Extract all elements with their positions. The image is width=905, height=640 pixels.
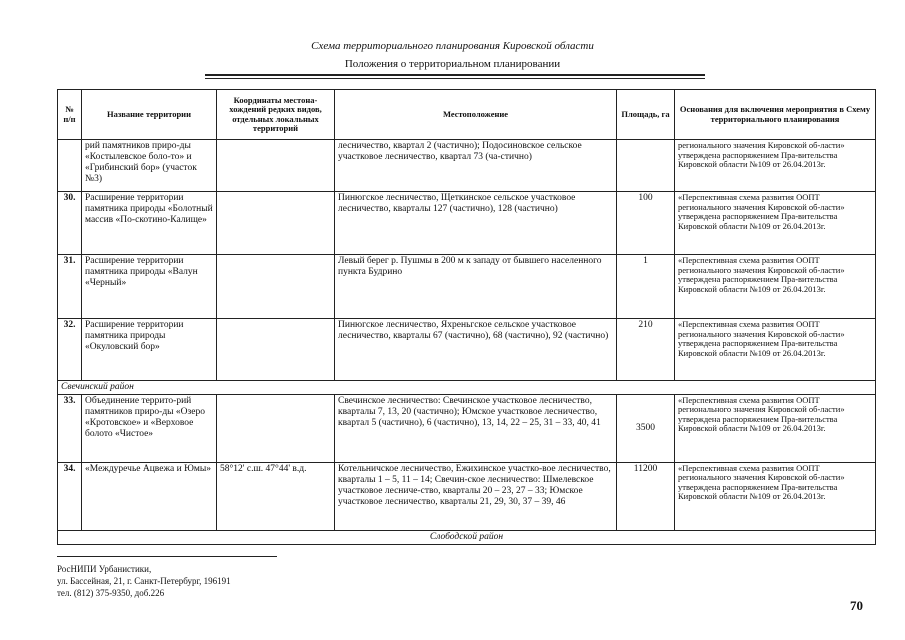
cell-coords: 58°12' с.ш. 47°44' в.д. xyxy=(217,462,335,530)
cell-location: Свечинское лесничество: Свечинское участковое лесничество, кварталы 7, 13, 20 (частично); Юмское участковое лесничество, квартал 5 (частично), 6 (частично), 13, 14, 22 – 25, 31 – 33, 40, 41 xyxy=(335,394,617,462)
footer-phone: тел. (812) 375-9350, доб.226 xyxy=(57,588,165,599)
cell-name: Расширение территории памятника природы «Окуловский бор» xyxy=(82,319,217,381)
cell-name: Объединение террито-рий памятников приро-ды «Озеро «Кротовское» и «Верховое болото «Чистое» xyxy=(82,394,217,462)
header-rule-thin xyxy=(205,78,705,79)
header-rule xyxy=(205,74,705,76)
cell-num: 33. xyxy=(58,394,82,462)
cell-num: 30. xyxy=(58,192,82,255)
district-row xyxy=(58,381,876,395)
cell-coords xyxy=(217,140,335,192)
cell-location: Левый берег р. Пушмы в 200 м к западу от бывшего населенного пункта Будрино xyxy=(335,255,617,319)
footer-address: ул. Бассейная, 21, г. Санкт-Петербург, 196191 xyxy=(57,576,231,587)
table-row xyxy=(58,319,876,381)
column-header: Название территории xyxy=(82,90,217,140)
cell-name: Расширение территории памятника природы «Болотный массив «По-скотино-Калище» xyxy=(82,192,217,255)
table-row xyxy=(58,192,876,255)
district-row xyxy=(58,530,876,544)
column-header: Местоположение xyxy=(335,90,617,140)
cell-basis: «Перспективная схема развития ООПТ регионального значения Кировской об-ласти» утверждена распоряжением Пра-вительства Кировской области №109 от 26.04.2013г. xyxy=(675,255,876,319)
cell-coords xyxy=(217,319,335,381)
territories-table xyxy=(57,89,876,545)
cell-area: 210 xyxy=(617,319,675,381)
table-row xyxy=(58,462,876,530)
footer-org: РосНИПИ Урбанистики, xyxy=(57,564,152,574)
page-number: 70 xyxy=(850,598,863,613)
document-subtitle: Положения о территориальном планировании xyxy=(344,58,561,70)
district-label: Слободской район xyxy=(58,530,876,544)
document-title: Схема территориального планирования Кировской области xyxy=(311,40,594,52)
cell-basis: регионального значения Кировской об-ласти» утверждена распоряжением Пра-вительства Кировской области №109 от 26.04.2013г. xyxy=(675,140,876,192)
cell-location: лесничество, квартал 2 (частично); Подосиновское сельское участковое лесничество, квартал 73 (ча-стично) xyxy=(335,140,617,192)
cell-coords xyxy=(217,192,335,255)
cell-name: Расширение территории памятника природы «Валун «Черный» xyxy=(82,255,217,319)
cell-name: рий памятников приро-ды «Костылевское боло-то» и «Грибинский бор» (участок №3) xyxy=(82,140,217,192)
cell-location: Пинюгское лесничество, Яхреньгское сельское участковое лесничество, кварталы 67 (частично), 68 (частично), 92 (частично) xyxy=(335,319,617,381)
column-header: Координаты местона-хождений редких видов, отдельных локальных территорий xyxy=(217,90,335,140)
cell-area xyxy=(617,140,675,192)
footer-rule xyxy=(57,556,277,557)
cell-num xyxy=(58,140,82,192)
cell-location: Котельничское лесничество, Ежихинское участко-вое лесничество, кварталы 1 – 5, 11 – 14; Свечин-ское лесничество: Шмелевское участковое лесниче-ство, кварталы 20 – 23, 27 – 33; Юмское участковое лесничество, кварталы 21, 29, 30, 37 – 39, 46 xyxy=(335,462,617,530)
table-row xyxy=(58,394,876,462)
cell-location: Пинюгское лесничество, Щеткинское сельское участковое лесничество, кварталы 127 (частично), 128 (частично) xyxy=(335,192,617,255)
cell-basis: «Перспективная схема развития ООПТ регионального значения Кировской об-ласти» утверждена распоряжением Пра-вительства Кировской области №109 от 26.04.2013г. xyxy=(675,192,876,255)
district-label: Свечинский район xyxy=(58,381,876,395)
column-header: Основания для включения мероприятия в Схему территориального планирования xyxy=(675,90,876,140)
cell-area: 3500 xyxy=(617,394,675,462)
cell-area: 11200 xyxy=(617,462,675,530)
table-row xyxy=(58,140,876,192)
table-row xyxy=(58,255,876,319)
table-header-row xyxy=(58,90,876,140)
cell-num: 31. xyxy=(58,255,82,319)
cell-basis: «Перспективная схема развития ООПТ регионального значения Кировской об-ласти» утверждена распоряжением Пра-вительства Кировской области №109 от 26.04.2013г. xyxy=(675,394,876,462)
column-header: Площадь, га xyxy=(617,90,675,140)
cell-area: 100 xyxy=(617,192,675,255)
footer xyxy=(57,563,231,599)
cell-coords xyxy=(217,255,335,319)
cell-area: 1 xyxy=(617,255,675,319)
cell-coords xyxy=(217,394,335,462)
cell-name: «Междуречье Ацвежа и Юмы» xyxy=(82,462,217,530)
column-header: № п/п xyxy=(58,90,82,140)
cell-basis: «Перспективная схема развития ООПТ регионального значения Кировской об-ласти» утверждена распоряжением Пра-вительства Кировской области №109 от 26.04.2013г. xyxy=(675,462,876,530)
cell-num: 32. xyxy=(58,319,82,381)
cell-num: 34. xyxy=(58,462,82,530)
cell-basis: «Перспективная схема развития ООПТ регионального значения Кировской об-ласти» утверждена распоряжением Пра-вительства Кировской области №109 от 26.04.2013г. xyxy=(675,319,876,381)
